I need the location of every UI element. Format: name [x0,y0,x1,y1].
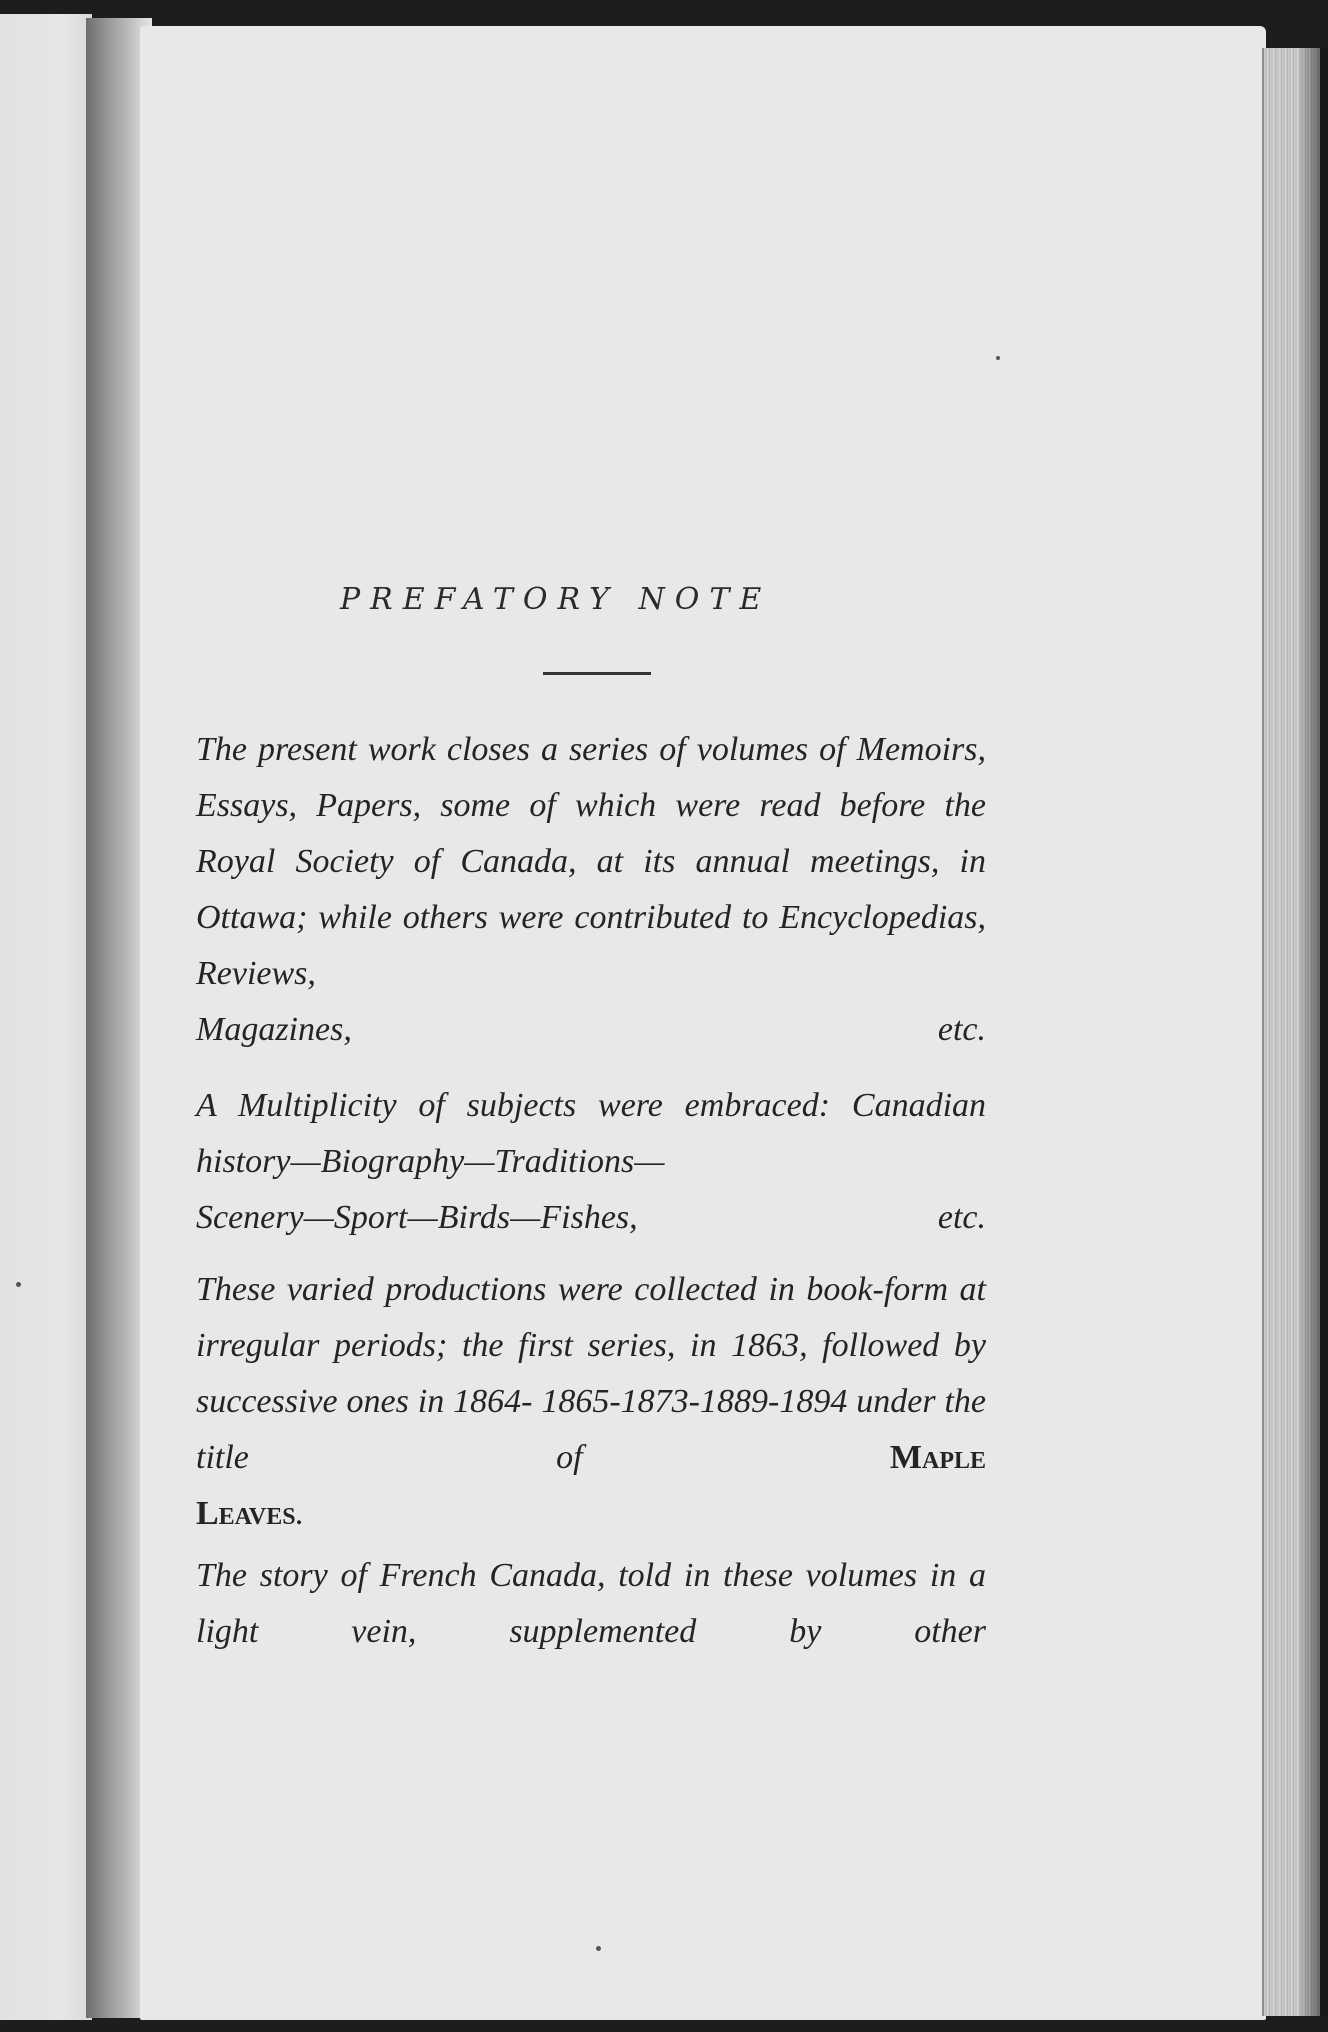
paragraph-line: book-form at irregular periods; the first series, [196,1271,987,1364]
paragraph-line: were contributed to Encyclopedias, Reviews, [196,899,987,992]
page-heading: PREFATORY NOTE [340,582,772,617]
paper-speck [996,356,1000,360]
paragraph-line: 1865-1873-1889-1894 under the title of [196,1383,987,1476]
paragraph-line: volumes in a light vein, supplemented by other [196,1557,987,1650]
paragraph-line: were read before the Royal Society of Canada, [196,787,986,880]
paragraph-3 [196,1262,986,1542]
book-title-word: Leaves [196,1495,296,1532]
paragraph-line: Canadian history—Biography—Traditions— [196,1087,987,1180]
page-edges-shadow [1300,48,1328,2016]
paragraph-line: in 1863, followed by successive ones in 1864- [196,1327,986,1420]
paragraph-line: The story of French Canada, told in these [196,1557,793,1594]
heading-rule [543,672,651,675]
paper-speck [16,1282,21,1287]
paragraph-2 [196,1078,986,1246]
paragraph-4 [196,1548,986,1660]
paragraph-line: A Multiplicity of subjects were embraced: [196,1087,831,1124]
book-title-word: Maple [889,1439,986,1476]
paragraph-line: Scenery—Sport—Birds—Fishes, etc. [196,1199,986,1236]
paragraph-line: These varied productions were collected in [196,1271,795,1308]
paragraph-line: Magazines, etc. [196,1011,986,1048]
paper-speck [596,1946,601,1951]
paragraph-line: at its annual meetings, in Ottawa; while others [196,843,986,936]
paragraph-line: The present work closes a series of volumes [196,731,809,768]
facing-page [0,14,92,2020]
sentence-end: . [295,1495,305,1532]
paragraph-line: of Memoirs, Essays, Papers, some of which [196,731,987,824]
paragraph-1 [196,722,986,1058]
